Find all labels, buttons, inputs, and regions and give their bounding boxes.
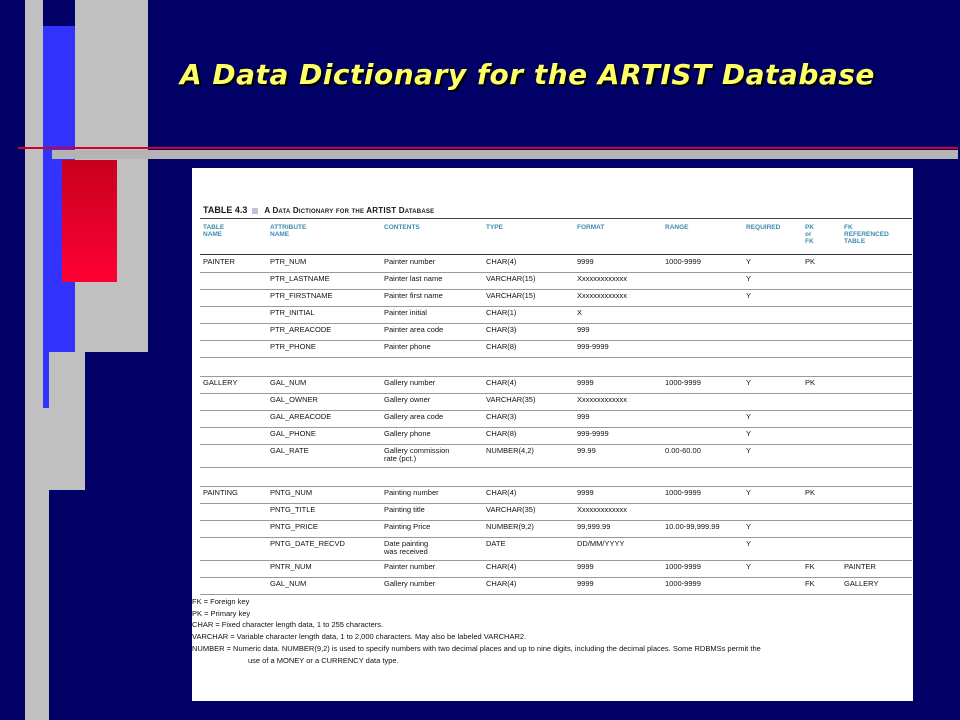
cell-attribute-name: GAL_NUM [270, 378, 307, 387]
cell-contents: Painter number [384, 257, 436, 266]
cell-attribute-name: PNTG_PRICE [270, 522, 318, 531]
group-separator [200, 468, 912, 487]
cell-required: Y [746, 562, 752, 571]
group-separator [200, 358, 912, 377]
data-dictionary-image [192, 168, 913, 701]
cell-pk-fk: FK [805, 562, 815, 571]
cell-range: 0.00-60.00 [665, 446, 701, 455]
cell-required: Y [746, 446, 752, 455]
cell-range: 1000-9999 [665, 488, 701, 497]
cell-type: VARCHAR(35) [486, 505, 536, 514]
cell-required: Y [746, 378, 752, 387]
cell-type: CHAR(4) [486, 488, 517, 497]
cell-pk-fk: PK [805, 488, 816, 497]
table-row [200, 445, 912, 468]
cell-range: 1000-9999 [665, 257, 701, 266]
header-top-rule [200, 218, 912, 219]
cell-attribute-name: PNTR_NUM [270, 562, 312, 571]
cell-type: CHAR(3) [486, 412, 517, 421]
cell-type: NUMBER(4,2) [486, 446, 534, 455]
cell-format: X [577, 308, 583, 317]
footnote-line: CHAR = Fixed character length data, 1 to 255 characters. [192, 620, 384, 630]
table-row [200, 578, 912, 595]
cell-required: Y [746, 522, 752, 531]
cell-type: CHAR(3) [486, 325, 517, 334]
cell-contents: Date painting was received [384, 539, 429, 556]
cell-type: VARCHAR(35) [486, 395, 536, 404]
decor-bar-navy [43, 0, 75, 26]
cell-format: 999 [577, 412, 590, 421]
header-attribute-name: ATTRIBUTE NAME [270, 224, 307, 238]
footnote-line: FK = Foreign key [192, 597, 250, 606]
cell-format: 99,999.99 [577, 522, 611, 531]
cell-attribute-name: GAL_AREACODE [270, 412, 332, 421]
cell-format: 999 [577, 325, 590, 334]
cell-contents: Painter last name [384, 274, 443, 283]
cell-attribute-name: PTR_FIRSTNAME [270, 291, 333, 300]
cell-pk-fk: PK [805, 378, 816, 387]
cell-format: 9999 [577, 378, 594, 387]
cell-pk-fk: PK [805, 257, 816, 266]
footnote-line: VARCHAR = Variable character length data, 1 to 2,000 characters. May also be labeled VARCHAR2. [192, 632, 527, 642]
header-pk-fk: PK or FK [805, 224, 815, 245]
cell-format: 99.99 [577, 446, 596, 455]
decor-bar-red [62, 160, 117, 282]
cell-format: Xxxxxxxxxxxxx [577, 291, 628, 300]
cell-required: Y [746, 539, 752, 548]
table-row [200, 341, 912, 358]
table-row [200, 561, 912, 578]
cell-format: Xxxxxxxxxxxxx [577, 395, 628, 404]
cell-contents: Gallery owner [384, 395, 431, 404]
cell-range: 1000-9999 [665, 378, 701, 387]
footnote-line: PK = Primary key [192, 608, 251, 618]
cell-type: CHAR(8) [486, 429, 517, 438]
title-underline-grey [52, 150, 958, 159]
table-number: TABLE 4.3 [203, 205, 248, 215]
cell-type: CHAR(8) [486, 342, 517, 351]
cell-format: 9999 [577, 257, 594, 266]
decor-bar-grey-mid [49, 352, 85, 490]
cell-attribute-name: PTR_LASTNAME [270, 274, 330, 283]
cell-required: Y [746, 274, 752, 283]
cell-contents: Painter area code [384, 325, 444, 334]
cell-contents: Painter first name [384, 291, 443, 300]
table-row [200, 521, 912, 538]
cell-range: 1000-9999 [665, 579, 701, 588]
cell-required: Y [746, 291, 752, 300]
cell-contents: Painter phone [384, 342, 431, 351]
cell-contents: Gallery commission rate (pct.) [384, 446, 450, 463]
table-row [200, 487, 912, 504]
cell-required: Y [746, 412, 752, 421]
cell-range: 10.00-99,999.99 [665, 522, 720, 531]
header-type: TYPE [486, 224, 503, 231]
header-fk-referenced-table: FK REFERENCED TABLE [844, 224, 889, 245]
cell-type: VARCHAR(15) [486, 274, 536, 283]
cell-format: Xxxxxxxxxxxxx [577, 505, 628, 514]
cell-contents: Painting number [384, 488, 439, 497]
cell-attribute-name: GAL_NUM [270, 579, 307, 588]
cell-type: CHAR(1) [486, 308, 517, 317]
header-required: REQUIRED [746, 224, 781, 231]
header-format: FORMAT [577, 224, 605, 231]
title-underline-red [18, 147, 958, 149]
cell-contents: Gallery number [384, 378, 436, 387]
header-range: RANGE [665, 224, 689, 231]
cell-attribute-name: GAL_PHONE [270, 429, 316, 438]
cell-attribute-name: PTR_NUM [270, 257, 307, 266]
cell-type: CHAR(4) [486, 378, 517, 387]
table-row [200, 538, 912, 561]
cell-attribute-name: PNTG_DATE_RECVD [270, 539, 345, 548]
table-row [200, 504, 912, 521]
cell-table-name: GALLERY [203, 378, 238, 387]
cell-type: CHAR(4) [486, 257, 517, 266]
cell-attribute-name: PNTG_TITLE [270, 505, 316, 514]
cell-type: NUMBER(9,2) [486, 522, 534, 531]
cell-attribute-name: PNTG_NUM [270, 488, 313, 497]
cell-contents: Gallery number [384, 579, 436, 588]
cell-contents: Painter initial [384, 308, 427, 317]
cell-type: DATE [486, 539, 506, 548]
cell-range: 1000-9999 [665, 562, 701, 571]
cell-contents: Gallery phone [384, 429, 431, 438]
cell-format: DD/MM/YYYY [577, 539, 625, 548]
cell-attribute-name: PTR_PHONE [270, 342, 316, 351]
table-row [200, 411, 912, 428]
cell-required: Y [746, 429, 752, 438]
cell-attribute-name: GAL_RATE [270, 446, 309, 455]
cell-format: 9999 [577, 562, 594, 571]
cell-format: Xxxxxxxxxxxxx [577, 274, 628, 283]
cell-fk-referenced-table: GALLERY [844, 579, 879, 588]
table-row [200, 394, 912, 411]
header-bottom-rule [200, 254, 912, 255]
table-row [200, 256, 912, 273]
table-footnotes [192, 596, 761, 666]
table-caption [203, 205, 434, 215]
footnote-line: use of a MONEY or a CURRENCY data type. [248, 655, 399, 665]
cell-pk-fk: FK [805, 579, 815, 588]
cell-fk-referenced-table: PAINTER [844, 562, 876, 571]
cell-type: CHAR(4) [486, 579, 517, 588]
header-contents: CONTENTS [384, 224, 420, 231]
cell-type: VARCHAR(15) [486, 291, 536, 300]
cell-format: 9999 [577, 579, 594, 588]
cell-type: CHAR(4) [486, 562, 517, 571]
cell-contents: Painting Price [384, 522, 431, 531]
table-row [200, 290, 912, 307]
table-row [200, 428, 912, 445]
cell-attribute-name: GAL_OWNER [270, 395, 318, 404]
cell-format: 9999 [577, 488, 594, 497]
cell-contents: Painting title [384, 505, 425, 514]
cell-required: Y [746, 257, 752, 266]
slide-title: A Data Dictionary for the ARTIST Database [180, 58, 875, 91]
table-row [200, 377, 912, 394]
cell-contents: Gallery area code [384, 412, 444, 421]
cell-attribute-name: PTR_AREACODE [270, 325, 332, 334]
cell-format: 999-9999 [577, 342, 609, 351]
table-row [200, 273, 912, 290]
table-row [200, 307, 912, 324]
header-table-name: TABLE NAME [203, 224, 225, 238]
table-row [200, 324, 912, 341]
cell-table-name: PAINTING [203, 488, 238, 497]
table-title: A Data Dictionary for the ARTIST Database [264, 206, 435, 215]
cell-contents: Painter number [384, 562, 436, 571]
cell-required: Y [746, 488, 752, 497]
caption-square-icon [252, 208, 258, 214]
cell-attribute-name: PTR_INITIAL [270, 308, 315, 317]
footnote-line: NUMBER = Numeric data. NUMBER(9,2) is used to specify numbers with two decimal places and up to nine digits, including the decimal places. Some RDBMSs permit the [192, 643, 761, 653]
cell-format: 999-9999 [577, 429, 609, 438]
cell-table-name: PAINTER [203, 257, 235, 266]
